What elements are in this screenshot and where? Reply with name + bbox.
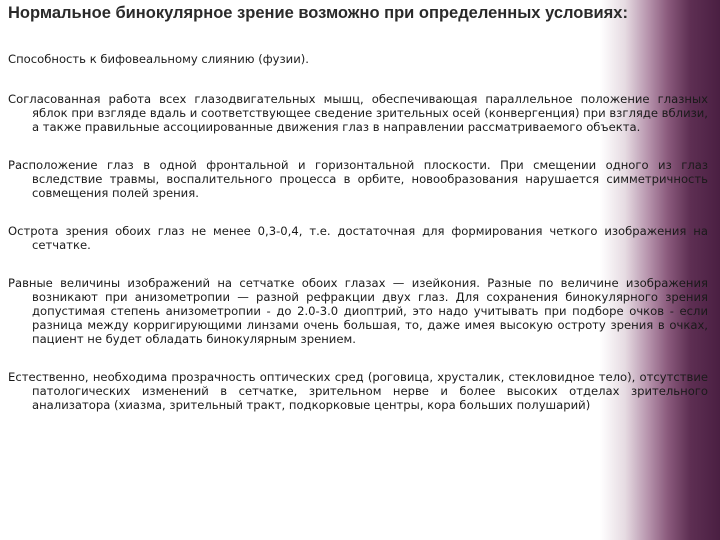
paragraph-iseikonia: Равные величины изображений на сетчатке обоих глазах — изейкония. Разные по величине изображения возникают при анизометропии — разной рефракции двух глаз. Для сохранения бинокулярного зрения допустимая степень анизометропии - до 2.0-3.0 диоптрий, это надо учитывать при подборе очков - если разница между корригирующими линзами очень большая, то, даже имея высокую остроту зрения в очках, пациент не будет обладать бинокулярным зрением. [8, 276, 708, 346]
slide-title: Нормальное бинокулярное зрение возможно при определенных условиях: [8, 4, 628, 22]
paragraph-eye-muscles: Согласованная работа всех глазодвигательных мышц, обеспечивающая параллельное положение глазных яблок при взгляде вдаль и соответствующее сведение зрительных осей (конвергенция) при взгляде вблизи, а также правильные ассоциированные движения глаз в направлении рассматриваемого объекта. [8, 92, 708, 134]
paragraph-eye-position: Расположение глаз в одной фронтальной и горизонтальной плоскости. При смещении одного из глаз вследствие травмы, воспалительного процесса в орбите, новообразования нарушается симметричность совмещения полей зрения. [8, 158, 708, 200]
slide-body [8, 52, 708, 436]
paragraph-optical-media: Естественно, необходима прозрачность оптических сред (роговица, хрусталик, стекловидное тело), отсутствие патологических изменений в сетчатке, зрительном нерве и более высоких отделах зрительного анализатора (хиазма, зрительный тракт, подкорковые центры, кора больших полушарий) [8, 370, 708, 412]
paragraph-fusion: Способность к бифовеальному слиянию (фузии). [8, 52, 309, 66]
paragraph-visual-acuity: Острота зрения обоих глаз не менее 0,3-0,4, т.е. достаточная для формирования четкого изображения на сетчатке. [8, 224, 708, 252]
